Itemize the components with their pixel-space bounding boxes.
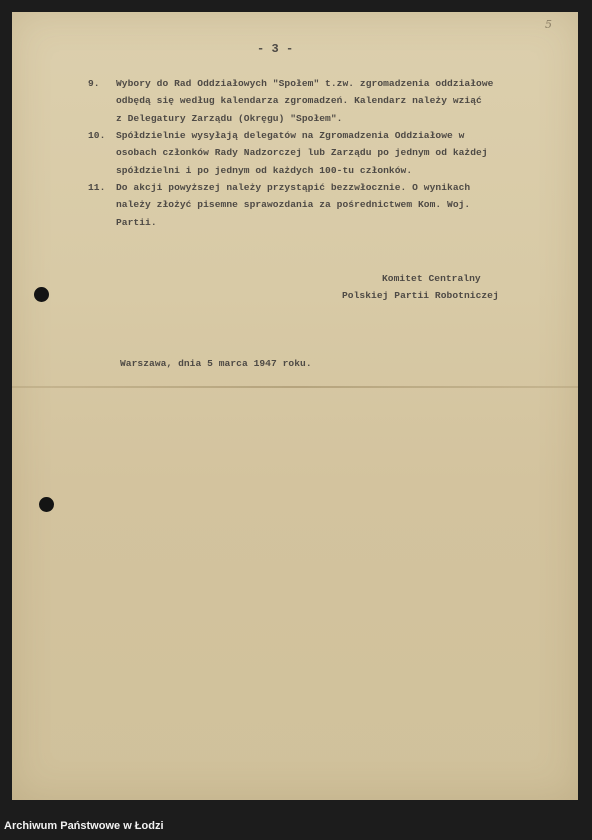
punch-hole [34,287,49,302]
date-line: Warszawa, dnia 5 marca 1947 roku. [120,358,312,369]
page-number: - 3 - [257,42,294,56]
signature-line-2: Polskiej Partii Robotniczej [342,290,499,301]
list-item-text: Spółdzielnie wysyłają delegatów na Zgromadzenia Oddziałowe w osobach członków Rady Nadzorczej lub Zarządu po jednym od każdej spółdzielni i po jednym od każdych 100-tu członków. [116,130,488,176]
document-page [12,12,578,800]
list-item-text: Wybory do Rad Oddziałowych "Społem" t.zw. zgromadzenia oddziałowe odbędą się według kalendarza zgromadzeń. Kalendarz należy wziąć z Delegatury Zarządu (Okręgu) "Społem". [116,78,494,124]
footer-bar [0,800,592,840]
list-item-number: 10. [88,130,106,141]
signature-line-1: Komitet Centralny [382,273,481,284]
handwritten-page-mark: 5 [545,18,552,31]
list-item-number: 9. [88,78,100,89]
archive-label: Archiwum Państwowe w Łodzi [4,820,164,832]
punch-hole [39,497,54,512]
list-item-text: Do akcji powyższej należy przystąpić bezzwłocznie. O wynikach należy złożyć pisemne sprawozdania za pośrednictwem Kom. Woj. Partii. [116,182,471,228]
page-fold-line [12,386,578,388]
list-item-number: 11. [88,182,106,193]
